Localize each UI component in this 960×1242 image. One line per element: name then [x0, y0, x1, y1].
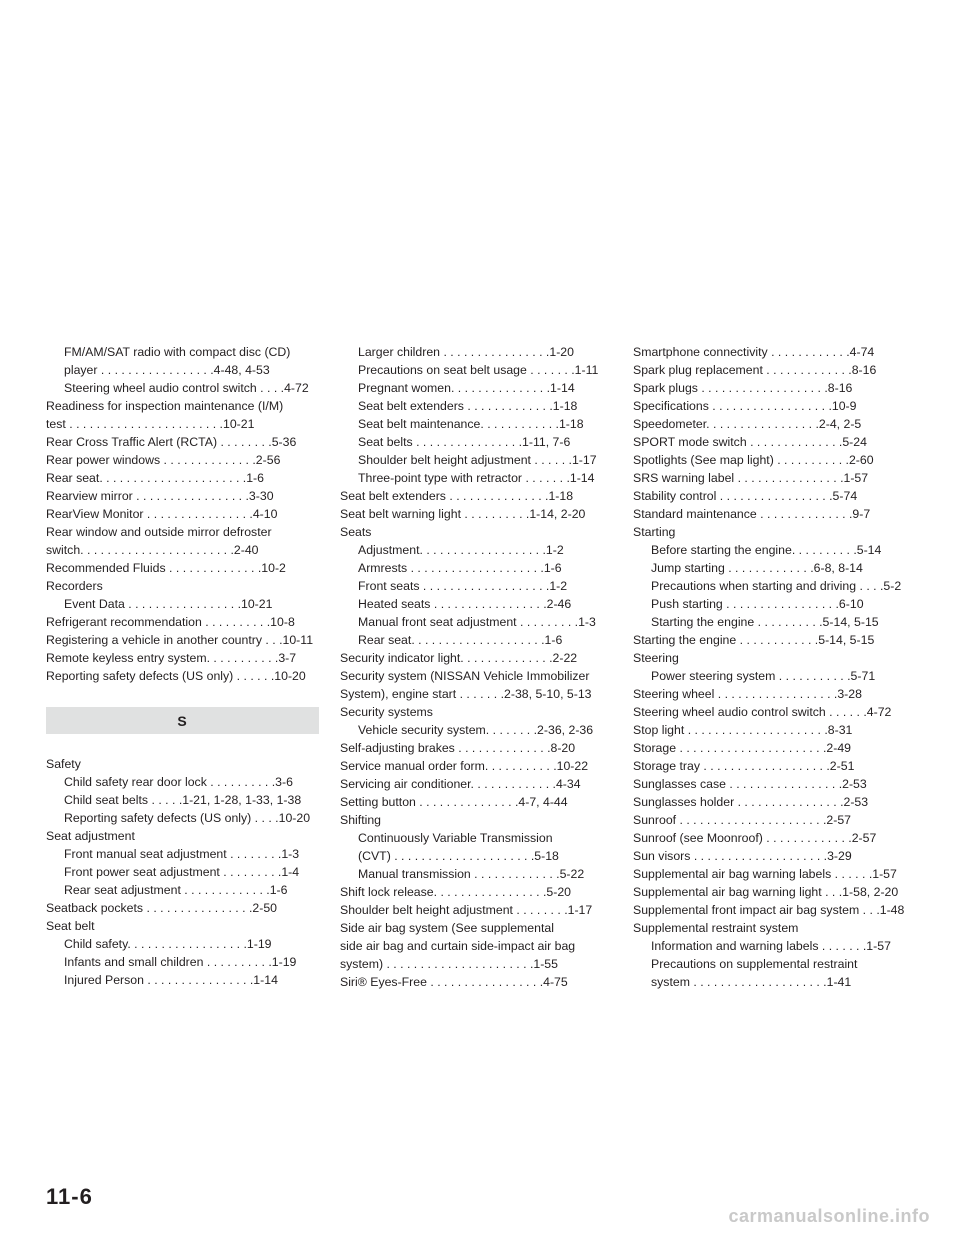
index-entry: Seats — [340, 525, 372, 539]
section-header: S — [46, 707, 319, 734]
index-entry: Steering wheel audio control switch . . . . . .4-72 — [633, 705, 892, 719]
index-subentry: Rear seat adjustment . . . . . . . . . . . . .1-6 — [64, 883, 288, 897]
index-entry: System), engine start . . . . . . .2-38, 5-10, 5-13 — [340, 687, 592, 701]
index-entry: Sunroof (see Moonroof) . . . . . . . . . . . . .2-57 — [633, 831, 877, 845]
index-entry: Siri® Eyes-Free . . . . . . . . . . . . . . . . .4-75 — [340, 975, 568, 989]
index-subentry: Three-point type with retractor . . . . . . .1-14 — [358, 471, 595, 485]
index-entry: Self-adjusting brakes . . . . . . . . . . . . . .8-20 — [340, 741, 576, 755]
index-entry: Stop light . . . . . . . . . . . . . . . . . . . . .8-31 — [633, 723, 853, 737]
index-subentry: Larger children . . . . . . . . . . . . . . . .1-20 — [358, 345, 574, 359]
index-entry: Security system (NISSAN Vehicle Immobilizer — [340, 669, 590, 683]
index-entry: Seat belt extenders . . . . . . . . . . . . . . .1-18 — [340, 489, 574, 503]
index-entry: Servicing air conditioner. . . . . . . . . . . . .4-34 — [340, 777, 581, 791]
index-entry: Spark plug replacement . . . . . . . . . . . . .8-16 — [633, 363, 877, 377]
index-subentry: Vehicle security system. . . . . . . .2-36, 2-36 — [358, 723, 594, 737]
index-subentry: Child safety. . . . . . . . . . . . . . . . . .1-19 — [64, 937, 272, 951]
index-subentry: Heated seats . . . . . . . . . . . . . . . . .2-46 — [358, 597, 572, 611]
index-entry: Spotlights (See map light) . . . . . . . . . . .2-60 — [633, 453, 874, 467]
index-entry: Supplemental air bag warning labels . . . . . .1-57 — [633, 867, 897, 881]
index-entry: RearView Monitor . . . . . . . . . . . . . . . .4-10 — [46, 507, 278, 521]
index-subentry: Steering wheel audio control switch . . . .4-72 — [64, 381, 309, 395]
index-entry: Security systems — [340, 705, 433, 719]
index-subentry: Child safety rear door lock . . . . . . . . . .3-6 — [64, 775, 293, 789]
index-column-1 — [46, 343, 319, 989]
index-subentry: Front seats . . . . . . . . . . . . . . . . . . .1-2 — [358, 579, 568, 593]
index-subentry: Precautions on supplemental restraint — [651, 957, 858, 971]
index-entry: Specifications . . . . . . . . . . . . . . . . . .10-9 — [633, 399, 857, 413]
index-subentry: Before starting the engine. . . . . . . . . .5-14 — [651, 543, 882, 557]
index-entry: Rearview mirror . . . . . . . . . . . . . . . . .3-30 — [46, 489, 274, 503]
index-entry: Reporting safety defects (US only) . . . . . .10-20 — [46, 669, 306, 683]
index-subentry: player . . . . . . . . . . . . . . . . .4-48, 4-53 — [64, 363, 270, 377]
index-entry: Sunglasses holder . . . . . . . . . . . . . . . .2-53 — [633, 795, 869, 809]
index-subentry: Push starting . . . . . . . . . . . . . . . . .6-10 — [651, 597, 864, 611]
index-subentry: Armrests . . . . . . . . . . . . . . . . . . . .1-6 — [358, 561, 562, 575]
index-entry: Steering wheel . . . . . . . . . . . . . . . . . .3-28 — [633, 687, 862, 701]
index-entry: Sunroof . . . . . . . . . . . . . . . . . . . . . .2-57 — [633, 813, 852, 827]
index-entry: Smartphone connectivity . . . . . . . . . . . .4-74 — [633, 345, 875, 359]
index-entry: Standard maintenance . . . . . . . . . . . . . .9-7 — [633, 507, 871, 521]
index-entry: Sunglasses case . . . . . . . . . . . . . . . . .2-53 — [633, 777, 867, 791]
index-entry: Rear power windows . . . . . . . . . . . . . .2-56 — [46, 453, 281, 467]
index-entry: system) . . . . . . . . . . . . . . . . . . . . . .1-55 — [340, 957, 558, 971]
index-entry: Service manual order form. . . . . . . . . . .10-22 — [340, 759, 589, 773]
index-subentry: Power steering system . . . . . . . . . . .5-71 — [651, 669, 876, 683]
index-entry: Refrigerant recommendation . . . . . . . . . .10-8 — [46, 615, 295, 629]
index-entry: Remote keyless entry system. . . . . . . . . . .3-7 — [46, 651, 297, 665]
index-entry: side air bag and curtain side-impact air bag — [340, 939, 576, 953]
index-entry: Shift lock release. . . . . . . . . . . . . . . . .5-20 — [340, 885, 571, 899]
index-subentry: Seat belt maintenance. . . . . . . . . . . .1-18 — [358, 417, 584, 431]
index-subentry: Information and warning labels . . . . . . .1-57 — [651, 939, 891, 953]
index-entry: Rear Cross Traffic Alert (RCTA) . . . . . . . .5-36 — [46, 435, 297, 449]
index-entry: Storage tray . . . . . . . . . . . . . . . . . . .2-51 — [633, 759, 855, 773]
watermark: carmanualsonline.info — [728, 1206, 930, 1226]
index-entry: Seat belt warning light . . . . . . . . . .1-14, 2-20 — [340, 507, 586, 521]
index-subentry: Precautions on seat belt usage . . . . . . .1-11 — [358, 363, 599, 377]
index-subentry: Rear seat. . . . . . . . . . . . . . . . . . . .1-6 — [358, 633, 563, 647]
index-entry: Starting — [633, 525, 676, 539]
index-entry: Recommended Fluids . . . . . . . . . . . . . .10-2 — [46, 561, 286, 575]
index-subentry: Seat belts . . . . . . . . . . . . . . . .1-11, 7-6 — [358, 435, 571, 449]
index-entry: Rear seat. . . . . . . . . . . . . . . . . . . . . .1-6 — [46, 471, 264, 485]
index-entry: Speedometer. . . . . . . . . . . . . . . . .2-4, 2-5 — [633, 417, 862, 431]
index-entry: Spark plugs . . . . . . . . . . . . . . . . . . .8-16 — [633, 381, 853, 395]
index-entry: switch. . . . . . . . . . . . . . . . . . . . . . .2-40 — [46, 543, 259, 557]
index-entry: Seatback pockets . . . . . . . . . . . . . . . .2-50 — [46, 901, 278, 915]
index-subentry: FM/AM/SAT radio with compact disc (CD) — [64, 345, 291, 359]
index-entry: Supplemental restraint system — [633, 921, 799, 935]
index-subentry: Adjustment. . . . . . . . . . . . . . . . . . .1-2 — [358, 543, 564, 557]
page-number: 11-6 — [46, 1184, 93, 1209]
index-subentry: Event Data . . . . . . . . . . . . . . . . .10-21 — [64, 597, 273, 611]
index-entry: Safety — [46, 757, 81, 771]
index-entry: Readiness for inspection maintenance (I/M) — [46, 399, 284, 413]
index-column-3 — [633, 343, 909, 991]
index-subentry: Pregnant women. . . . . . . . . . . . . . .1-14 — [358, 381, 575, 395]
index-entry: Stability control . . . . . . . . . . . . . . . . .5-74 — [633, 489, 858, 503]
index-entry: Seat adjustment — [46, 829, 135, 843]
index-entry: test . . . . . . . . . . . . . . . . . . . . . . .10-21 — [46, 417, 255, 431]
index-subentry: Continuously Variable Transmission — [358, 831, 553, 845]
index-entry: Setting button . . . . . . . . . . . . . . .4-7, 4-44 — [340, 795, 568, 809]
index-entry: Shifting — [340, 813, 382, 827]
index-entry: Side air bag system (See supplemental — [340, 921, 554, 935]
index-entry: Sun visors . . . . . . . . . . . . . . . . . . . .3-29 — [633, 849, 852, 863]
index-subentry: (CVT) . . . . . . . . . . . . . . . . . . . . .5-18 — [358, 849, 559, 863]
index-subentry: system . . . . . . . . . . . . . . . . . . . .1-41 — [651, 975, 852, 989]
index-entry: SPORT mode switch . . . . . . . . . . . . . .5-24 — [633, 435, 867, 449]
index-entry: Supplemental air bag warning light . . .1-58, 2-20 — [633, 885, 899, 899]
index-entry: Seat belt — [46, 919, 95, 933]
index-subentry: Shoulder belt height adjustment . . . . . .1-17 — [358, 453, 597, 467]
index-subentry: Injured Person . . . . . . . . . . . . . . . .1-14 — [64, 973, 278, 987]
index-subentry: Jump starting . . . . . . . . . . . . .6-8, 8-14 — [651, 561, 863, 575]
index-subentry: Front power seat adjustment . . . . . . . . .1-4 — [64, 865, 300, 879]
index-entry: Registering a vehicle in another country . . .10-11 — [46, 633, 314, 647]
index-entry: Recorders — [46, 579, 103, 593]
index-entry: Supplemental front impact air bag system . . .1-48 — [633, 903, 905, 917]
index-subentry: Infants and small children . . . . . . . . . .1-19 — [64, 955, 297, 969]
index-entry: Starting the engine . . . . . . . . . . . .5-14, 5-15 — [633, 633, 875, 647]
index-subentry: Starting the engine . . . . . . . . . .5-14, 5-15 — [651, 615, 879, 629]
index-entry: Rear window and outside mirror defroster — [46, 525, 272, 539]
index-subentry: Manual front seat adjustment . . . . . . . . .1-3 — [358, 615, 596, 629]
index-entry: Steering — [633, 651, 679, 665]
index-subentry: Front manual seat adjustment . . . . . . . .1-3 — [64, 847, 300, 861]
index-entry: Shoulder belt height adjustment . . . . . . . .1-17 — [340, 903, 593, 917]
index-entry: Security indicator light. . . . . . . . . . . . . .2-22 — [340, 651, 578, 665]
index-subentry: Child seat belts . . . . .1-21, 1-28, 1-33, 1-38 — [64, 793, 302, 807]
index-entry: Storage . . . . . . . . . . . . . . . . . . . . . .2-49 — [633, 741, 852, 755]
index-subentry: Seat belt extenders . . . . . . . . . . . . .1-18 — [358, 399, 578, 413]
index-entry: SRS warning label . . . . . . . . . . . . . . . .1-57 — [633, 471, 869, 485]
index-subentry: Reporting safety defects (US only) . . . .10-20 — [64, 811, 311, 825]
index-subentry: Precautions when starting and driving . . . .5-2 — [651, 579, 902, 593]
index-subentry: Manual transmission . . . . . . . . . . . . .5-22 — [358, 867, 585, 881]
index-column-2 — [340, 343, 615, 991]
